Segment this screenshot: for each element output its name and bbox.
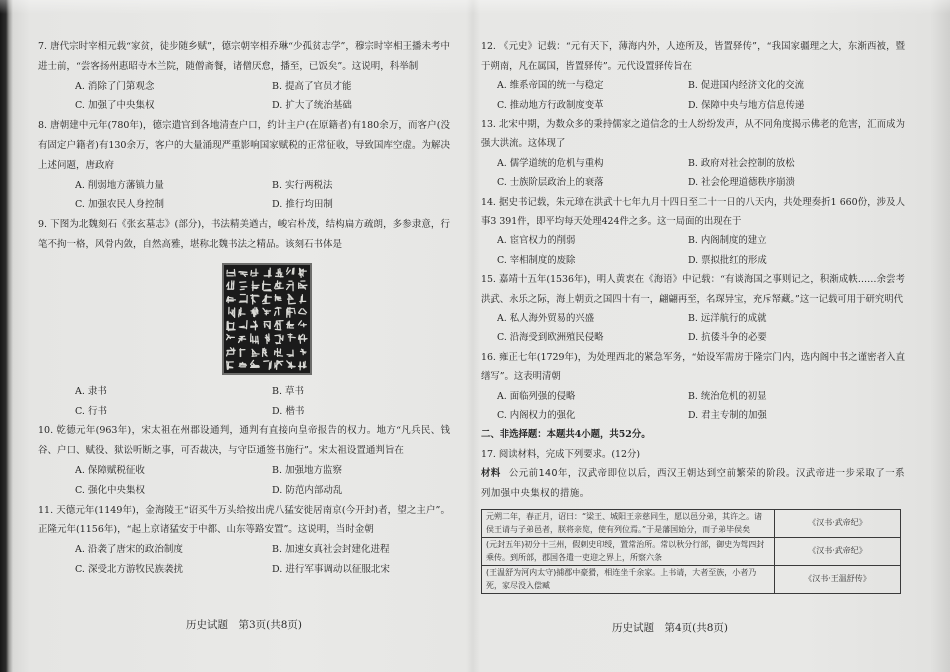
option-b: B. 内阁制度的建立 (688, 235, 767, 247)
question-17 (481, 445, 905, 594)
option-b: B. 实行两税法 (272, 179, 333, 191)
option-d: D. 君主专制的加强 (688, 410, 767, 422)
option-c: C. 内阁权力的强化 (497, 410, 576, 422)
source-cell: 《汉书·王温舒传》 (775, 566, 901, 594)
option-a: A. 削弱地方藩镇力量 (75, 179, 164, 191)
option-d: D. 防范内部动乱 (272, 484, 343, 496)
material-table (481, 509, 901, 594)
option-b: B. 提高了官员才能 (272, 80, 352, 92)
option-a: A. 沿袭了唐宋的政治制度 (75, 544, 183, 556)
option-a: A. 保障赋税征收 (75, 464, 145, 476)
question-stem: 17. 阅读材料，完成下列要求。(12分) (481, 448, 641, 460)
answer-options (38, 540, 450, 580)
question-11 (38, 501, 450, 580)
question-9 (38, 215, 450, 421)
option-b: B. 加速女真社会封建化进程 (272, 544, 390, 556)
option-d: D. 票拟批红的形成 (688, 254, 767, 266)
option-c: C. 深受北方游牧民族袭扰 (75, 563, 183, 575)
question-13 (481, 115, 905, 193)
source-cell: 《汉书·武帝纪》 (775, 510, 901, 538)
excerpt-cell: (元封五年)初分十三州，假刺史印绶，置常治所。常以秋分行部，御史为驾四封乘传。到所部，郡国各遣一吏迎之界上，所察六条 (482, 538, 775, 566)
option-c: C. 加强农民人身控制 (75, 199, 164, 211)
question-8 (38, 116, 450, 215)
question-stem: 15. 嘉靖十五年(1536年)，明人黄衷在《海语》中记载：“有谈海国之事则记之，积渐成帙……余尝考洪武、永乐之际，海上朝贡之国四十有一，翩翩再至，名琛异宝，充斥帑藏。”这一记载可用于研究明代 (481, 274, 905, 305)
question-stem: 13. 北宋中期，为数众多的秉持儒家之道信念的士人纷纷发声，从不同角度揭示佛老的危害，汇而成为强大洪流。这体现了 (481, 118, 905, 150)
option-d: D. 进行军事调动以征服北宋 (272, 563, 390, 575)
answer-options (481, 76, 905, 115)
material-label: 材料 (481, 468, 501, 480)
question-stem: 8. 唐朝建中元年(780年)，德宗遣官到各地清查户口，约计主户(在原籍者)有180余万，而客户(没有固定户籍者)有130余万，客户的大量涌现严重影响国家赋税的正常征收，导致国库空虚。为解决上述问题，唐政府 (38, 120, 450, 171)
question-stem: 12. 《元史》记载：“元有天下，薄海内外，人迹所及，皆置驿传”，“我国家疆理之大，东渐西被，暨于朔南，凡在属国，皆置驿传”。元代设置驿传旨在 (481, 41, 905, 72)
answer-options (481, 387, 905, 426)
option-a: A. 宦官权力的削弱 (497, 235, 576, 247)
question-stem: 9. 下图为北魏刻石《张玄墓志》(部分)，书法精美遒古，峻宕朴茂，结构扁方疏朗，多参隶意，行笔不拘一格，风骨内敛，自然高雅，堪称北魏书法之精品。该刻石书体是 (38, 219, 450, 250)
rubbing-svg (222, 263, 312, 375)
answer-options (38, 382, 450, 422)
scan-top-highlight (0, 0, 950, 14)
question-16 (481, 348, 905, 426)
question-stem: 7. 唐代宗时宰相元载“家贫，徒步随乡赋”，德宗朝宰相乔琳“少孤贫志学”，穆宗时宰相王播未考中进士前，“尝客扬州惠昭寺木兰院，随僧斋餐，诸僧厌怠，播至，已饭矣”。这说明，科举制 (38, 41, 450, 72)
option-a: A. 儒学道统的危机与重构 (497, 157, 604, 169)
option-d: D. 楷书 (272, 405, 305, 417)
question-stem: 14. 据史书记载，朱元璋在洪武十七年九月十四日至二十一日的八天内，共处理奏折1 660份，涉及人事3 391件，即平均每天处理424件之多。这一局面的出现在于 (481, 196, 905, 227)
option-b: B. 促进国内经济文化的交流 (688, 80, 804, 92)
question-stem: 16. 雍正七年(1729年)，为处理西北的紧急军务，“始设军需房于隆宗门内，选内阁中书之谨密者入直缮写”。这表明清朝 (481, 351, 905, 383)
option-b: B. 统治危机的初显 (688, 390, 767, 402)
option-d: D. 抗倭斗争的必要 (688, 332, 767, 344)
option-c: C. 沿海受到欧洲殖民侵略 (497, 332, 604, 344)
answer-options (481, 231, 905, 270)
calligraphy-rubbing-image (222, 263, 312, 375)
question-15 (481, 270, 905, 348)
option-b: B. 政府对社会控制的放松 (688, 157, 795, 169)
option-c: C. 加强了中央集权 (75, 100, 155, 112)
rubbing-background (224, 265, 310, 373)
material-paragraph (481, 464, 905, 503)
material-text: 公元前140年，汉武帝即位以后，西汉王朝达到空前繁荣的阶段。汉武帝进一步采取了一系列加强中央集权的措施。 (481, 468, 905, 499)
question-7 (38, 37, 450, 116)
option-c: C. 宰相制度的废除 (497, 254, 576, 266)
option-d: D. 社会伦理道德秩序崩溃 (688, 177, 795, 189)
table-row (482, 566, 901, 594)
question-10 (38, 421, 450, 500)
page-3-column (38, 37, 450, 580)
option-a: A. 消除了门第观念 (75, 80, 155, 92)
option-a: A. 面临列强的侵略 (497, 390, 576, 402)
section-heading: 二、非选择题：本题共4小题，共52分。 (481, 429, 651, 441)
excerpt-cell: 元朔二年，春正月，诏曰：“梁王、城阳王亲慈同生，愿以邑分弟，其许之。诸侯王请与子弟邑者，朕将亲览，使有列位焉。”于是藩国始分，而子弟毕侯矣 (482, 510, 775, 538)
table-row (482, 510, 901, 538)
option-a: A. 私人海外贸易的兴盛 (497, 312, 595, 324)
question-stem: 11. 天德元年(1149年)，金海陵王“诏买牛万头给按出虎八猛安徙居南京(今开封)者，望之主户”。正隆元年(1156年)，“起上京诸猛安于中都、山东等路安置”。这说明，当时金朝 (38, 504, 450, 536)
option-a: A. 隶书 (75, 385, 107, 397)
answer-options (38, 77, 450, 117)
page-4-column (481, 37, 905, 594)
question-14 (481, 193, 905, 271)
excerpt-cell: (王温舒为河内太守)捕郡中豪猾，相连坐千余家。上书请，大者至族，小者乃死，家尽没入偿臧 (482, 566, 775, 594)
table-row (482, 538, 901, 566)
option-d: D. 保障中央与地方信息传递 (688, 99, 805, 111)
option-d: D. 推行均田制 (272, 199, 333, 211)
source-cell: 《汉书·武帝纪》 (775, 538, 901, 566)
answer-options (38, 176, 450, 216)
question-stem: 10. 乾德元年(963年)，宋太祖在州郡设通判，通判有直接向皇帝报告的权力。地方“凡兵民、钱谷、户口、赋役、狱讼听断之事，可否裁决，与守臣通签书施行”。宋太祖设置通判旨在 (38, 425, 450, 457)
answer-options (481, 154, 905, 193)
page-4-footer: 历史试题 第4页(共8页) (611, 622, 729, 634)
option-c: C. 行书 (75, 405, 107, 417)
option-b: B. 加强地方监察 (272, 464, 343, 476)
option-b: B. 远洋航行的成就 (688, 312, 767, 324)
option-c: C. 推动地方行政制度变革 (497, 99, 604, 111)
answer-options (38, 461, 450, 501)
answer-options (481, 309, 905, 348)
question-12 (481, 37, 905, 115)
option-b: B. 草书 (272, 385, 305, 397)
option-a: A. 维系帝国的统一与稳定 (497, 80, 604, 92)
page-3-footer: 历史试题 第3页(共8页) (185, 619, 303, 631)
option-c: C. 士族阶层政治上的衰落 (497, 177, 604, 189)
option-d: D. 扩大了统治基础 (272, 100, 352, 112)
option-c: C. 强化中央集权 (75, 484, 145, 496)
